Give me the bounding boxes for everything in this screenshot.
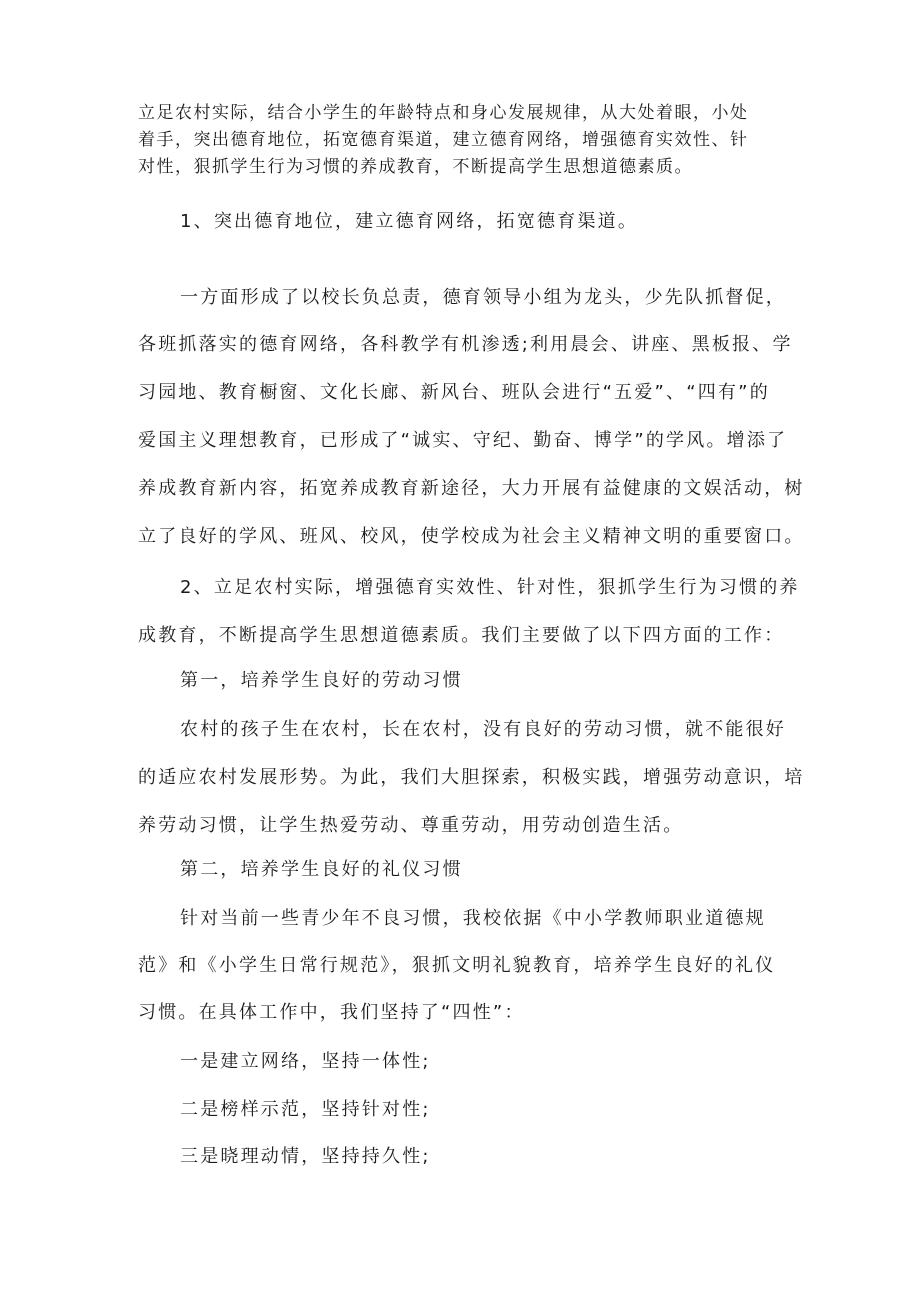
paragraph-line: 一方面形成了以校长负总责，德育领导小组为龙头，少先队抓督促， <box>180 287 786 308</box>
section-1-heading: 1、突出德育地位，建立德育网络，拓宽德育渠道。 <box>180 211 639 232</box>
part-1-heading: 第一，培养学生良好的劳动习惯 <box>180 670 463 691</box>
intro-line: 立足农村实际，结合小学生的年龄特点和身心发展规律，从大处着眼，小处 <box>138 103 749 123</box>
paragraph-line: 的适应农村发展形势。为此，我们大胆探索，积极实践，增强劳动意识，培 <box>138 767 805 788</box>
paragraph-line: 各班抓落实的德育网络，各科教学有机渗透;利用晨会、讲座、黑板报、学 <box>138 334 793 355</box>
paragraph-line: 习园地、教育橱窗、文化长廊、新风台、班队会进行“五爱”、“四有”的 <box>138 382 770 403</box>
list-item: 三是晓理动情，坚持持久性; <box>180 1146 431 1167</box>
paragraph-line: 养成教育新内容，拓宽养成教育新途径，大力开展有益健康的文娱活动，树 <box>138 478 805 499</box>
paragraph-line: 针对当前一些青少年不良习惯，我校依据《中小学教师职业道德规 <box>180 908 766 929</box>
paragraph-line: 爱国主义理想教育，已形成了“诚实、守纪、勤奋、博学”的学风。增添了 <box>138 430 788 451</box>
paragraph-line: 立了良好的学风、班风、校风，使学校成为社会主义精神文明的重要窗口。 <box>138 526 805 547</box>
paragraph-line: 范》和《小学生日常行规范》，狠抓文明礼貌教育，培养学生良好的礼仪 <box>138 955 776 976</box>
paragraph-line: 养劳动习惯，让学生热爱劳动、尊重劳动，用劳动创造生活。 <box>138 815 684 836</box>
paragraph-line: 习惯。在具体工作中，我们坚持了“四性”： <box>138 1002 525 1023</box>
paragraph-line: 农村的孩子生在农村，长在农村，没有良好的劳动习惯，就不能很好 <box>180 719 786 740</box>
part-2-heading: 第二，培养学生良好的礼仪习惯 <box>180 859 463 880</box>
paragraph-line: 成教育，不断提高学生思想道德素质。我们主要做了以下四方面的工作： <box>138 625 785 646</box>
list-item: 二是榜样示范，坚持针对性; <box>180 1099 431 1120</box>
section-2-heading: 2、立足农村实际，增强德育实效性、针对性，狠抓学生行为习惯的养 <box>180 577 800 598</box>
list-item: 一是建立网络，坚持一体性; <box>180 1051 431 1072</box>
intro-line: 对性，狠抓学生行为习惯的养成教育，不断提高学生思想道德素质。 <box>138 157 693 177</box>
intro-line: 着手，突出德育地位，拓宽德育渠道，建立德育网络，增强德育实效性、针 <box>138 130 749 150</box>
intro-paragraph <box>138 100 798 181</box>
